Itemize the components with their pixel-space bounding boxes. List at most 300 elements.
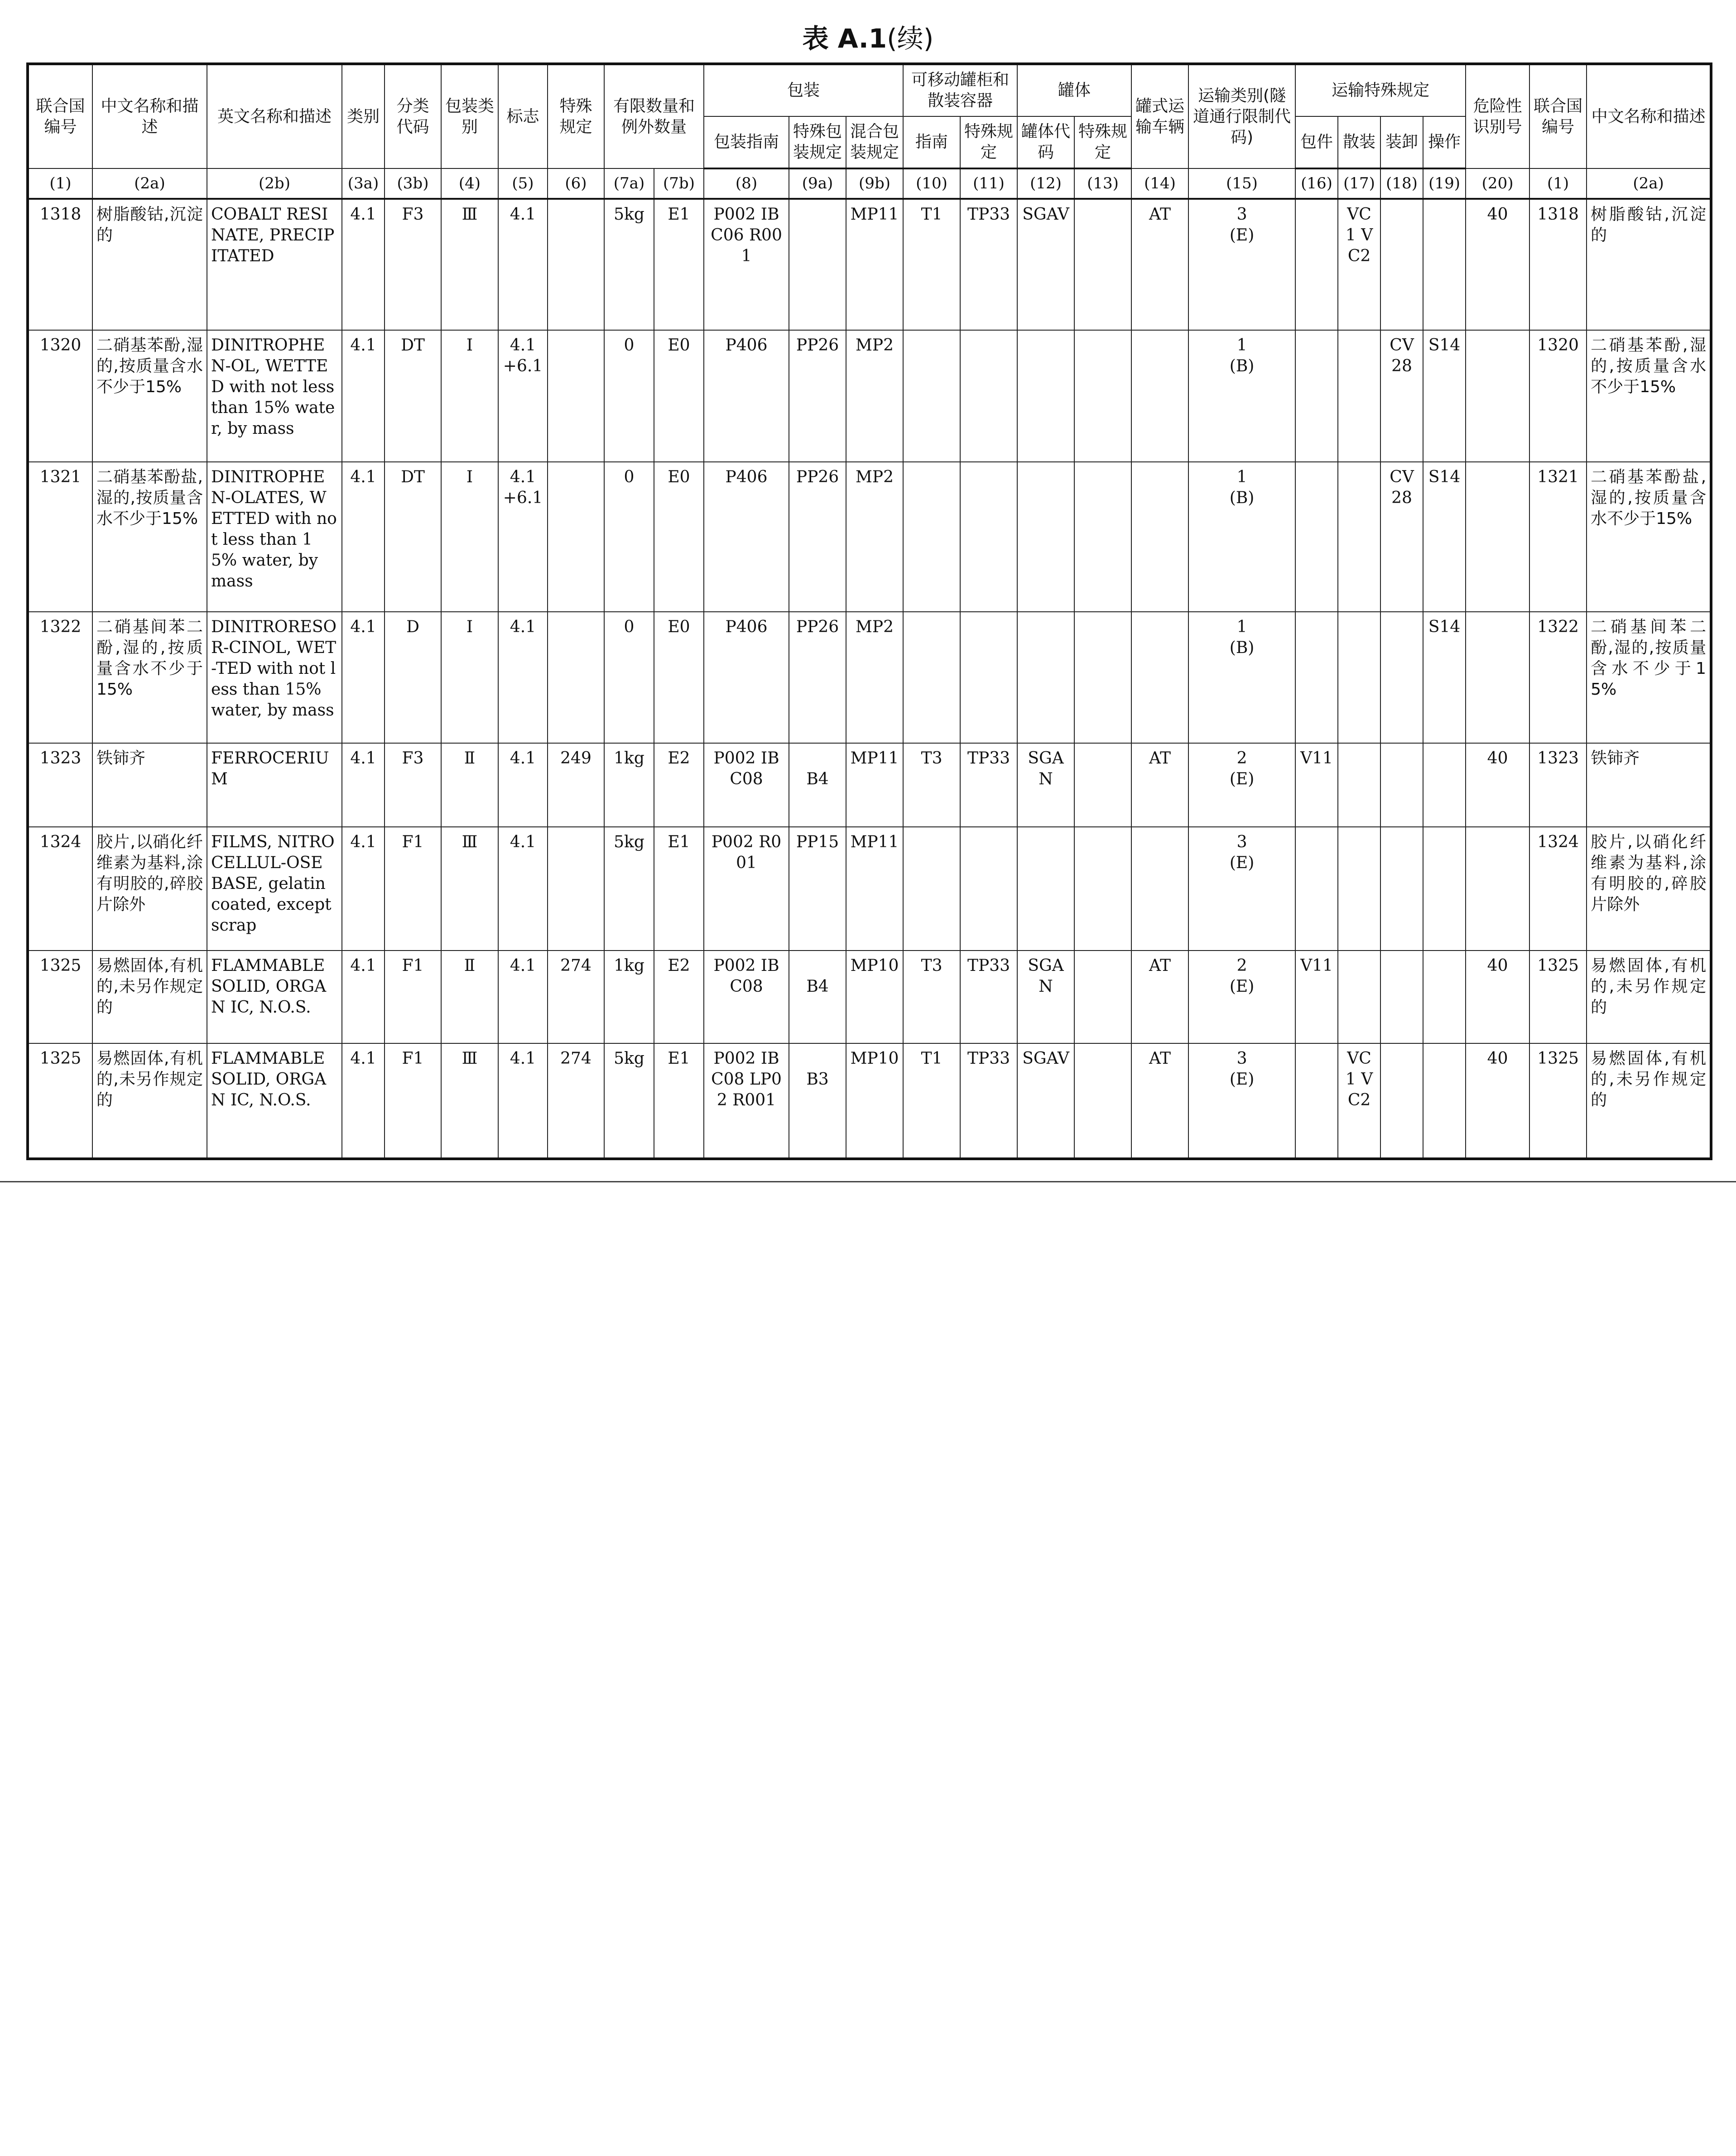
cell-class-code: DT	[385, 330, 441, 462]
cell-name-cn: 二硝基间苯二酚,湿的,按质量含水不少于15%	[92, 612, 207, 743]
table-title: 表 A.1	[802, 23, 887, 54]
table-row	[28, 462, 1711, 612]
cell-name-en: FILMS, NITROCELLUL-OSE BASE, gelatin coated, except scrap	[207, 827, 342, 950]
cell-tsp-package	[1295, 1043, 1338, 1159]
cell-name-en: FLAMMABLE SOLID, ORGAN IC, N.O.S.	[207, 1043, 342, 1159]
cell-tank-special	[1074, 827, 1131, 950]
cell-packing-instruction: P002 IBC08 LP02 R001	[704, 1043, 789, 1159]
tunnel-code: (E)	[1229, 854, 1255, 873]
cell-portable-tank-instruction: T3	[903, 743, 960, 827]
cell-tsp-operation	[1423, 827, 1466, 950]
cell-class: 4.1	[342, 199, 385, 330]
cell-class: 4.1	[342, 951, 385, 1043]
cell-class-code: F1	[385, 951, 441, 1043]
cell-portable-tank-special: TP33	[960, 951, 1017, 1043]
cell-portable-tank-instruction: T1	[903, 1043, 960, 1159]
cell-label: 4.1	[498, 743, 548, 827]
header-un-number: 联合国编号	[28, 64, 92, 168]
cell-limited-quantity: 0	[604, 330, 654, 462]
header-portable-tank: 可移动罐柜和散装容器	[903, 64, 1017, 116]
cell-transport-category	[1188, 330, 1295, 462]
cell-tsp-loading	[1380, 743, 1423, 827]
cell-packing-instruction: P002 IBC08	[704, 743, 789, 827]
cell-limited-quantity: 1kg	[604, 951, 654, 1043]
column-number: (7a)	[604, 168, 654, 199]
header-tank-code: 罐体代码	[1017, 116, 1074, 168]
cell-name-cn: 铁铈齐	[92, 743, 207, 827]
tunnel-code: (E)	[1229, 1070, 1255, 1089]
cell-tsp-bulk	[1338, 951, 1380, 1043]
cell-name-cn-repeat: 易燃固体,有机的,未另作规定的	[1587, 951, 1711, 1043]
cell-tsp-operation	[1423, 199, 1466, 330]
special-packing-value: PP26	[796, 468, 839, 487]
cell-packing-group: Ⅱ	[441, 951, 498, 1043]
table-row	[28, 827, 1711, 950]
cell-transport-category	[1188, 199, 1295, 330]
cell-tsp-operation	[1423, 743, 1466, 827]
cell-un-number-repeat: 1322	[1529, 612, 1587, 743]
cell-class-code: F1	[385, 827, 441, 950]
transport-category-value: 3	[1236, 1049, 1247, 1068]
header-special-packing: 特殊包装规定	[789, 116, 846, 168]
cell-limited-quantity: 1kg	[604, 743, 654, 827]
cell-packing-group: Ⅲ	[441, 199, 498, 330]
tunnel-code: (B)	[1229, 356, 1255, 375]
cell-special-provision	[548, 462, 604, 612]
cell-portable-tank-instruction: T1	[903, 199, 960, 330]
cell-tsp-package	[1295, 330, 1338, 462]
page-divider	[0, 1181, 1736, 1182]
tunnel-code: (E)	[1229, 769, 1255, 788]
cell-mixed-packing: MP11	[846, 743, 903, 827]
cell-name-cn-repeat: 树脂酸钴,沉淀的	[1587, 199, 1711, 330]
cell-portable-tank-instruction	[903, 827, 960, 950]
cell-class-code: F3	[385, 743, 441, 827]
cell-tank-special	[1074, 1043, 1131, 1159]
cell-excepted-quantity: E1	[654, 1043, 704, 1159]
transport-category-value: 2	[1236, 749, 1247, 768]
cell-label: 4.1	[498, 827, 548, 950]
header-packing-instructions: 包装指南	[704, 116, 789, 168]
table-row	[28, 743, 1711, 827]
cell-hazard-id: 40	[1466, 743, 1529, 827]
header-transport-special-provisions: 运输特殊规定	[1295, 64, 1466, 116]
cell-packing-instruction: P406	[704, 612, 789, 743]
cell-un-number-repeat: 1318	[1529, 199, 1587, 330]
cell-tsp-loading: CV28	[1380, 330, 1423, 462]
cell-tsp-bulk: VC1 VC2	[1338, 199, 1380, 330]
cell-packing-instruction: P002 R001	[704, 827, 789, 950]
header-tsp-loading: 装卸	[1380, 116, 1423, 168]
cell-name-cn-repeat: 二硝基苯酚盐,湿的,按质量含水不少于15%	[1587, 462, 1711, 612]
table-row	[28, 1043, 1711, 1159]
cell-tsp-operation	[1423, 1043, 1466, 1159]
table-row	[28, 330, 1711, 462]
cell-label: 4.1	[498, 951, 548, 1043]
cell-special-packing	[789, 743, 846, 827]
column-number: (2a)	[1587, 168, 1711, 199]
cell-tsp-loading	[1380, 199, 1423, 330]
cell-tank-special	[1074, 951, 1131, 1043]
cell-un-number-repeat: 1320	[1529, 330, 1587, 462]
cell-transport-category	[1188, 827, 1295, 950]
cell-packing-instruction: P002 IBC06 R001	[704, 199, 789, 330]
column-number: (14)	[1131, 168, 1188, 199]
cell-tank-code: SGAV	[1017, 199, 1074, 330]
transport-category-value: 2	[1236, 956, 1247, 975]
cell-hazard-id	[1466, 612, 1529, 743]
cell-tank-code: SGAN	[1017, 743, 1074, 827]
table-row	[28, 612, 1711, 743]
header-transport-category: 运输类别(隧道通行限制代码)	[1188, 64, 1295, 168]
cell-excepted-quantity: E2	[654, 951, 704, 1043]
cell-tank-code: SGAV	[1017, 1043, 1074, 1159]
cell-portable-tank-special	[960, 462, 1017, 612]
column-number: (3b)	[385, 168, 441, 199]
column-number: (6)	[548, 168, 604, 199]
cell-special-provision	[548, 330, 604, 462]
cell-excepted-quantity: E0	[654, 330, 704, 462]
cell-excepted-quantity: E1	[654, 827, 704, 950]
cell-mixed-packing: MP2	[846, 330, 903, 462]
header-tsp-operation: 操作	[1423, 116, 1466, 168]
cell-special-packing	[789, 951, 846, 1043]
cell-tsp-operation: S14	[1423, 462, 1466, 612]
cell-hazard-id	[1466, 330, 1529, 462]
cell-special-provision	[548, 612, 604, 743]
cell-portable-tank-special: TP33	[960, 743, 1017, 827]
cell-limited-quantity: 5kg	[604, 199, 654, 330]
transport-category-value: 3	[1236, 833, 1247, 852]
cell-special-provision: 274	[548, 951, 604, 1043]
cell-tank-vehicle	[1131, 827, 1188, 950]
table-title-continued: (续)	[887, 23, 934, 54]
header-name-en: 英文名称和描述	[207, 64, 342, 168]
cell-un-number-repeat: 1324	[1529, 827, 1587, 950]
cell-label: 4.1	[498, 1043, 548, 1159]
column-number: (2a)	[92, 168, 207, 199]
cell-class: 4.1	[342, 330, 385, 462]
cell-special-packing	[789, 330, 846, 462]
header-pt-instructions: 指南	[903, 116, 960, 168]
cell-excepted-quantity: E0	[654, 612, 704, 743]
cell-portable-tank-instruction	[903, 462, 960, 612]
cell-name-cn-repeat: 铁铈齐	[1587, 743, 1711, 827]
header-mixed-packing: 混合包装规定	[846, 116, 903, 168]
cell-tank-vehicle	[1131, 462, 1188, 612]
cell-mixed-packing: MP11	[846, 199, 903, 330]
cell-mixed-packing: MP2	[846, 612, 903, 743]
cell-packing-instruction: P406	[704, 330, 789, 462]
cell-tsp-package: V11	[1295, 743, 1338, 827]
cell-hazard-id: 40	[1466, 1043, 1529, 1159]
cell-limited-quantity: 0	[604, 612, 654, 743]
header-class-code: 分类代码	[385, 64, 441, 168]
cell-tsp-bulk	[1338, 330, 1380, 462]
cell-transport-category	[1188, 612, 1295, 743]
column-number: (13)	[1074, 168, 1131, 199]
column-number: (8)	[704, 168, 789, 199]
cell-tank-vehicle	[1131, 330, 1188, 462]
column-number: (16)	[1295, 168, 1338, 199]
cell-portable-tank-special: TP33	[960, 1043, 1017, 1159]
transport-category-value: 1	[1236, 617, 1247, 636]
cell-tsp-operation: S14	[1423, 330, 1466, 462]
cell-hazard-id: 40	[1466, 951, 1529, 1043]
cell-packing-group: Ⅰ	[441, 330, 498, 462]
page-title	[0, 17, 1736, 55]
cell-un-number-repeat: 1325	[1529, 1043, 1587, 1159]
column-number: (9a)	[789, 168, 846, 199]
cell-un-number: 1323	[28, 743, 92, 827]
cell-special-packing	[789, 827, 846, 950]
cell-name-en: COBALT RESINATE, PRECIPITATED	[207, 199, 342, 330]
special-packing-value: PP15	[796, 833, 839, 852]
column-number: (10)	[903, 168, 960, 199]
cell-un-number: 1318	[28, 199, 92, 330]
cell-name-cn-repeat: 易燃固体,有机的,未另作规定的	[1587, 1043, 1711, 1159]
cell-tsp-loading	[1380, 612, 1423, 743]
tunnel-code: (E)	[1229, 226, 1255, 245]
cell-label: 4.1	[498, 199, 548, 330]
cell-un-number-repeat: 1325	[1529, 951, 1587, 1043]
cell-tsp-loading	[1380, 1043, 1423, 1159]
cell-class-code: D	[385, 612, 441, 743]
cell-special-provision	[548, 827, 604, 950]
transport-category-value: 1	[1236, 468, 1247, 487]
cell-tank-special	[1074, 330, 1131, 462]
cell-limited-quantity: 5kg	[604, 1043, 654, 1159]
cell-portable-tank-instruction	[903, 330, 960, 462]
cell-class: 4.1	[342, 827, 385, 950]
cell-tank-vehicle	[1131, 612, 1188, 743]
header-tank: 罐体	[1017, 64, 1131, 116]
cell-mixed-packing: MP2	[846, 462, 903, 612]
cell-tsp-operation	[1423, 951, 1466, 1043]
cell-packing-group: Ⅰ	[441, 612, 498, 743]
cell-name-cn-repeat: 二硝基苯酚,湿的,按质量含水不少于15%	[1587, 330, 1711, 462]
table-row	[28, 199, 1711, 330]
cell-special-packing	[789, 612, 846, 743]
special-packing-value: B4	[806, 977, 829, 996]
cell-portable-tank-instruction: T3	[903, 951, 960, 1043]
cell-packing-instruction: P002 IBC08	[704, 951, 789, 1043]
cell-transport-category	[1188, 462, 1295, 612]
cell-name-en: DINITRORESOR-CINOL, WET-TED with not less than 15% water, by mass	[207, 612, 342, 743]
cell-excepted-quantity: E2	[654, 743, 704, 827]
cell-tsp-bulk	[1338, 743, 1380, 827]
tunnel-code: (B)	[1229, 638, 1255, 657]
dangerous-goods-table	[26, 62, 1712, 1160]
cell-excepted-quantity: E1	[654, 199, 704, 330]
cell-portable-tank-special	[960, 827, 1017, 950]
cell-tank-code	[1017, 462, 1074, 612]
transport-category-value: 1	[1236, 336, 1247, 355]
cell-packing-group: Ⅱ	[441, 743, 498, 827]
cell-name-en: FLAMMABLE SOLID, ORGAN IC, N.O.S.	[207, 951, 342, 1043]
header-pt-special: 特殊规定	[960, 116, 1017, 168]
cell-special-packing	[789, 462, 846, 612]
cell-tsp-operation: S14	[1423, 612, 1466, 743]
cell-name-cn: 易燃固体,有机的,未另作规定的	[92, 951, 207, 1043]
cell-class: 4.1	[342, 462, 385, 612]
cell-un-number: 1322	[28, 612, 92, 743]
special-packing-value: PP26	[796, 617, 839, 636]
cell-mixed-packing: MP11	[846, 827, 903, 950]
cell-special-packing	[789, 199, 846, 330]
cell-transport-category	[1188, 1043, 1295, 1159]
cell-class-code: F1	[385, 1043, 441, 1159]
tunnel-code: (B)	[1229, 489, 1255, 508]
cell-special-provision	[548, 199, 604, 330]
cell-tsp-bulk: VC1 VC2	[1338, 1043, 1380, 1159]
cell-tsp-package	[1295, 827, 1338, 950]
header-class: 类别	[342, 64, 385, 168]
special-packing-value: B3	[806, 1070, 829, 1089]
cell-un-number: 1320	[28, 330, 92, 462]
cell-mixed-packing: MP10	[846, 1043, 903, 1159]
cell-hazard-id	[1466, 827, 1529, 950]
cell-name-cn-repeat: 胶片,以硝化纤维素为基料,涂有明胶的,碎胶片除外	[1587, 827, 1711, 950]
cell-label: 4.1	[498, 612, 548, 743]
column-number: (4)	[441, 168, 498, 199]
cell-tank-special	[1074, 612, 1131, 743]
cell-tsp-bulk	[1338, 827, 1380, 950]
cell-tank-code	[1017, 827, 1074, 950]
cell-tsp-package: V11	[1295, 951, 1338, 1043]
cell-limited-quantity: 0	[604, 462, 654, 612]
cell-un-number: 1325	[28, 951, 92, 1043]
column-number: (17)	[1338, 168, 1380, 199]
header-name-cn-repeat: 中文名称和描述	[1587, 64, 1711, 168]
cell-tank-code	[1017, 612, 1074, 743]
column-number: (3a)	[342, 168, 385, 199]
header-name-cn: 中文名称和描述	[92, 64, 207, 168]
cell-name-cn: 树脂酸钴,沉淀的	[92, 199, 207, 330]
cell-tsp-package	[1295, 612, 1338, 743]
header-hazard-id: 危险性识别号	[1466, 64, 1529, 168]
cell-tank-vehicle: AT	[1131, 199, 1188, 330]
header-tsp-bulk: 散装	[1338, 116, 1380, 168]
header-packaging: 包装	[704, 64, 903, 116]
cell-packing-instruction: P406	[704, 462, 789, 612]
cell-tsp-loading	[1380, 951, 1423, 1043]
cell-tank-code: SGAN	[1017, 951, 1074, 1043]
column-number: (11)	[960, 168, 1017, 199]
header-special-provisions: 特殊规定	[548, 64, 604, 168]
cell-un-number: 1324	[28, 827, 92, 950]
cell-tank-special	[1074, 199, 1131, 330]
cell-name-cn-repeat: 二硝基间苯二酚,湿的,按质量含水不少于15%	[1587, 612, 1711, 743]
cell-tank-vehicle: AT	[1131, 743, 1188, 827]
cell-portable-tank-special: TP33	[960, 199, 1017, 330]
cell-excepted-quantity: E0	[654, 462, 704, 612]
cell-special-packing	[789, 1043, 846, 1159]
cell-tank-vehicle: AT	[1131, 1043, 1188, 1159]
cell-name-en: FERROCERIUM	[207, 743, 342, 827]
cell-limited-quantity: 5kg	[604, 827, 654, 950]
column-number: (5)	[498, 168, 548, 199]
column-number-row	[28, 168, 1711, 199]
cell-class: 4.1	[342, 612, 385, 743]
cell-hazard-id	[1466, 462, 1529, 612]
cell-tank-code	[1017, 330, 1074, 462]
cell-portable-tank-special	[960, 330, 1017, 462]
header-label: 标志	[498, 64, 548, 168]
cell-name-cn: 二硝基苯酚,湿的,按质量含水不少于15%	[92, 330, 207, 462]
table-row	[28, 951, 1711, 1043]
cell-tsp-bulk	[1338, 462, 1380, 612]
cell-packing-group: Ⅰ	[441, 462, 498, 612]
cell-name-cn: 易燃固体,有机的,未另作规定的	[92, 1043, 207, 1159]
cell-packing-group: Ⅲ	[441, 1043, 498, 1159]
cell-un-number: 1321	[28, 462, 92, 612]
cell-tank-vehicle: AT	[1131, 951, 1188, 1043]
cell-tsp-loading: CV28	[1380, 462, 1423, 612]
cell-portable-tank-special	[960, 612, 1017, 743]
cell-special-provision: 274	[548, 1043, 604, 1159]
column-number: (19)	[1423, 168, 1466, 199]
column-number: (7b)	[654, 168, 704, 199]
header-tsp-package: 包件	[1295, 116, 1338, 168]
cell-tank-special	[1074, 462, 1131, 612]
special-packing-value: PP26	[796, 336, 839, 355]
transport-category-value: 3	[1236, 205, 1247, 224]
cell-class: 4.1	[342, 743, 385, 827]
column-number: (18)	[1380, 168, 1423, 199]
column-number: (2b)	[207, 168, 342, 199]
header-limited-excepted-quantity: 有限数量和例外数量	[604, 64, 704, 168]
header-tank-vehicle: 罐式运输车辆	[1131, 64, 1188, 168]
column-number: (20)	[1466, 168, 1529, 199]
cell-mixed-packing: MP10	[846, 951, 903, 1043]
cell-tank-special	[1074, 743, 1131, 827]
cell-transport-category	[1188, 743, 1295, 827]
cell-name-cn: 二硝基苯酚盐,湿的,按质量含水不少于15%	[92, 462, 207, 612]
cell-special-provision: 249	[548, 743, 604, 827]
cell-tsp-package	[1295, 462, 1338, 612]
column-number: (1)	[28, 168, 92, 199]
cell-transport-category	[1188, 951, 1295, 1043]
column-number: (1)	[1529, 168, 1587, 199]
cell-class: 4.1	[342, 1043, 385, 1159]
cell-tsp-loading	[1380, 827, 1423, 950]
cell-un-number-repeat: 1323	[1529, 743, 1587, 827]
special-packing-value: B4	[806, 769, 829, 788]
header-un-number-repeat: 联合国编号	[1529, 64, 1587, 168]
cell-class-code: DT	[385, 462, 441, 612]
cell-name-en: DINITROPHEN-OLATES, WETTED with not less than 15% water, by mass	[207, 462, 342, 612]
header-tank-special: 特殊规定	[1074, 116, 1131, 168]
cell-name-en: DINITROPHEN-OL, WETTED with not less than 15% water, by mass	[207, 330, 342, 462]
cell-un-number-repeat: 1321	[1529, 462, 1587, 612]
table-body	[28, 199, 1711, 1159]
cell-packing-group: Ⅲ	[441, 827, 498, 950]
cell-hazard-id: 40	[1466, 199, 1529, 330]
cell-tsp-bulk	[1338, 612, 1380, 743]
cell-label: 4.1 +6.1	[498, 330, 548, 462]
tunnel-code: (E)	[1229, 977, 1255, 996]
cell-label: 4.1 +6.1	[498, 462, 548, 612]
cell-name-cn: 胶片,以硝化纤维素为基料,涂有明胶的,碎胶片除外	[92, 827, 207, 950]
column-number: (15)	[1188, 168, 1295, 199]
column-number: (12)	[1017, 168, 1074, 199]
cell-tsp-package	[1295, 199, 1338, 330]
header-packing-group: 包装类别	[441, 64, 498, 168]
cell-class-code: F3	[385, 199, 441, 330]
column-number: (9b)	[846, 168, 903, 199]
cell-un-number: 1325	[28, 1043, 92, 1159]
